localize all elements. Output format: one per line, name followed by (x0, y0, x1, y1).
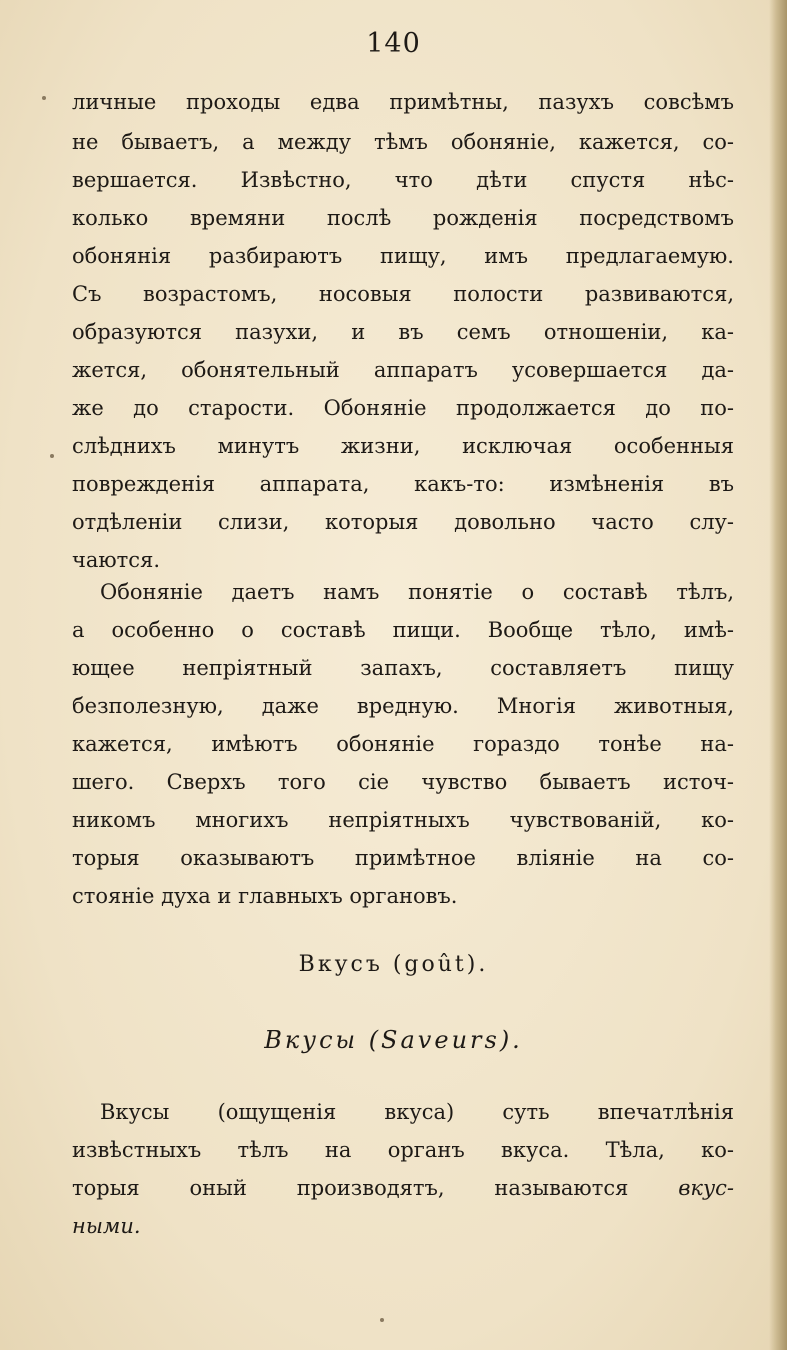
text-line: же до старости. Обонянiе продолжается до по- (72, 396, 734, 420)
paper-speck (50, 454, 54, 458)
text-line: извѣстныхъ тѣлъ на органъ вкуса. Тѣла, ко- (72, 1138, 734, 1162)
text-line: шего. Сверхъ того сiе чувство бываетъ источ- (72, 770, 734, 794)
text-line: вершается. Извѣстно, что дѣти спустя нѣс- (72, 168, 734, 192)
text-line: личные проходы едва примѣтны, пазухъ совсѣмъ (72, 90, 734, 114)
text-line (72, 1168, 734, 1208)
text-line: безполезную, даже вредную. Многiя животныя, (72, 694, 734, 718)
text-line: обонянiя разбираютъ пищу, имъ предлагаемую. (72, 244, 734, 268)
text-line: никомъ многихъ непрiятныхъ чувствованiй, ко- (72, 808, 734, 832)
emphasized-term: ными. (72, 1214, 141, 1238)
text-line: поврежденiя аппарата, какъ-то: измѣненiя въ (72, 472, 734, 496)
text-line: жется, обонятельный аппаратъ усовершается да- (72, 358, 734, 382)
text-line: торыя оказываютъ примѣтное влiянiе на со- (72, 846, 734, 870)
text-line: колько времяни послѣ рожденiя посредствомъ (72, 206, 734, 230)
paper-speck (42, 96, 46, 100)
text-line: чаются. (72, 548, 160, 572)
paper-speck (380, 1318, 384, 1322)
text-line: Съ возрастомъ, носовыя полости развиваются, (72, 282, 734, 306)
text-line: а особенно о составѣ пищи. Вообще тѣло, имѣ- (72, 618, 734, 642)
page-spine-shadow (769, 0, 787, 1350)
emphasized-term: вкус- (678, 1176, 734, 1200)
subsection-heading: Вкусы (Saveurs). (264, 1026, 523, 1054)
text-line: Вкусы (ощущенiя вкуса) суть впечатлѣнiя (100, 1100, 734, 1124)
text-line: отдѣленiи слизи, которыя довольно часто слу- (72, 510, 734, 534)
page-number: 140 (366, 28, 421, 59)
text-line: ющее непрiятный запахъ, составляетъ пищу (72, 656, 734, 680)
text-line: стоянiе духа и главныхъ органовъ. (72, 884, 458, 908)
section-heading: Вкусъ (goût). (298, 952, 489, 977)
text-line: Обонянiе даетъ намъ понятiе о составѣ тѣлъ, (100, 580, 734, 604)
text-line: образуются пазухи, и въ семъ отношенiи, ка- (72, 320, 734, 344)
text-line: не бываетъ, а между тѣмъ обонянiе, кажется, со- (72, 130, 734, 154)
text-line (72, 1206, 734, 1246)
text-line: слѣднихъ минутъ жизни, исключая особенныя (72, 434, 734, 458)
text-line: кажется, имѣютъ обонянiе гораздо тонѣе на- (72, 732, 734, 756)
text-segment: торыя оный производятъ, называются (72, 1176, 629, 1200)
